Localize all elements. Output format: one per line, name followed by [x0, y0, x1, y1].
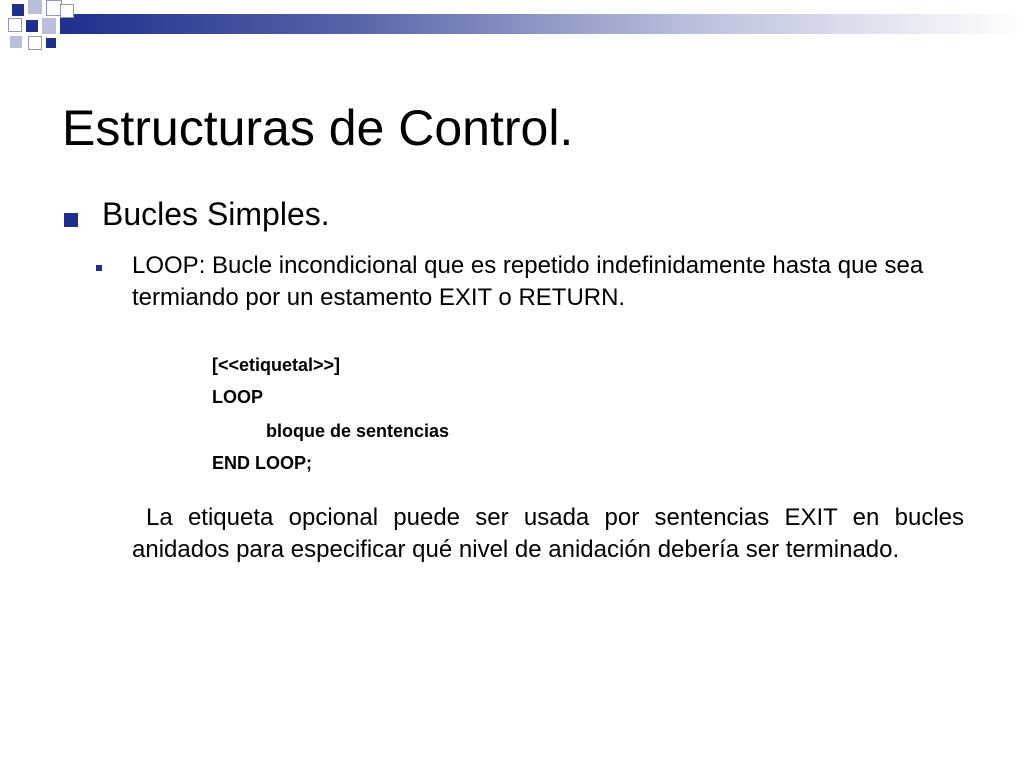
- header-gradient-bar: [60, 14, 1024, 34]
- header-square-icon: [8, 18, 22, 32]
- slide-title: Estructuras de Control.: [62, 100, 574, 156]
- header-square-icon: [12, 4, 24, 16]
- header-square-icon: [60, 4, 74, 18]
- filled-square-icon: [64, 213, 78, 227]
- header-square-icon: [26, 20, 38, 32]
- header-square-icon: [42, 18, 56, 34]
- code-line-end: END LOOP;: [212, 453, 313, 473]
- code-line-label: [<<etiquetal>>]: [212, 355, 341, 375]
- small-square-icon: [96, 265, 102, 271]
- explanation-paragraph: La etiqueta opcional puede ser usada por sentencias EXIT en bucles anidados para especificar qué nivel de anidación debería ser terminado.: [132, 504, 964, 563]
- bullet-level1-text: Bucles Simples.: [102, 196, 330, 232]
- header-square-icon: [28, 0, 42, 14]
- header-square-icon: [10, 36, 22, 48]
- bullet-level2-text: LOOP: Bucle incondicional que es repetido indefinidamente hasta que sea termiando por un estamento EXIT o RETURN.: [132, 252, 924, 311]
- header-square-icon: [46, 38, 56, 48]
- code-line-body: bloque de sentencias: [266, 421, 450, 441]
- header-square-icon: [28, 36, 42, 50]
- code-line-loop: LOOP: [212, 387, 264, 407]
